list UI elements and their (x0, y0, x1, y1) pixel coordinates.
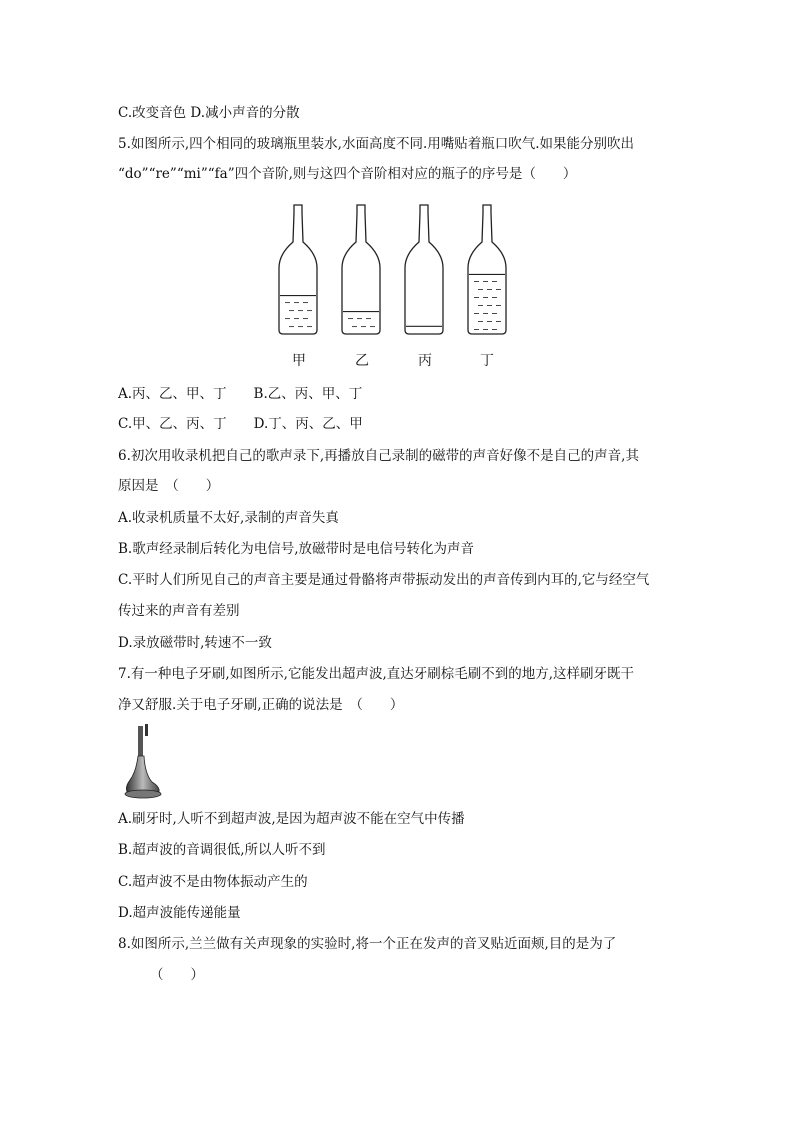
question-8-stem-cont: （ ） (150, 967, 204, 983)
bottle-label: 丙 (418, 353, 432, 369)
question-6-stem-cont: 原因是 （ ） (118, 478, 220, 494)
bottle (342, 205, 380, 334)
text-line: C.改变音色 D.减小声音的分散 (118, 105, 300, 121)
bottle (468, 205, 506, 334)
question-5-stem-cont: “do”“re”“mi”“fa”四个音阶,则与这四个音阶相对应的瓶子的序号是（ ） (118, 166, 577, 182)
option-line: B.歌声经录制后转化为电信号,放磁带时是电信号转化为声音 (118, 541, 475, 557)
option-line: A.刷牙时,人听不到超声波,是因为超声波不能在空气中传播 (118, 811, 465, 827)
option-line: C.平时人们所见自己的声音主要是通过骨骼将声带振动发出的声音传到内耳的,它与经空气 (118, 572, 650, 588)
option-line: A.收录机质量不太好,录制的声音失真 (118, 510, 339, 526)
question-7-stem-cont: 净又舒服.关于电子牙刷,正确的说法是 （ ） (118, 697, 404, 713)
electric-toothbrush-image (118, 722, 168, 802)
bottle (405, 205, 443, 334)
option-line-cont: 传过来的声音有差别 (118, 603, 240, 619)
option-line: D.录放磁带时,转速不一致 (118, 635, 272, 651)
question-7-stem: 7.有一种电子牙刷,如图所示,它能发出超声波,直达牙刷棕毛刷不到的地方,这样刷牙既干 (118, 666, 635, 682)
bottle (279, 205, 317, 334)
option-line: C.超声波不是由物体振动产生的 (118, 874, 308, 890)
bottle-label: 乙 (355, 353, 369, 369)
option-line: A.丙、乙、甲、丁 B.乙、丙、甲、丁 (118, 386, 363, 402)
bottle-label: 丁 (480, 353, 494, 369)
option-line: C.甲、乙、丙、丁 D.丁、丙、乙、甲 (118, 416, 363, 432)
bottle-label: 甲 (292, 353, 306, 369)
option-line: D.超声波能传递能量 (118, 905, 241, 921)
question-5-stem: 5.如图所示,四个相同的玻璃瓶里装水,水面高度不同.用嘴贴着瓶口吹气.如果能分别吹出 (118, 136, 635, 152)
bottles-figure (270, 200, 510, 340)
option-line: B.超声波的音调很低,所以人听不到 (118, 842, 326, 858)
question-8-stem: 8.如图所示,兰兰做有关声现象的实验时,将一个正在发声的音叉贴近面颊,目的是为了 (118, 936, 617, 952)
question-6-stem: 6.初次用收录机把自己的歌声录下,再播放自己录制的磁带的声音好像不是自己的声音,其 (118, 448, 639, 464)
